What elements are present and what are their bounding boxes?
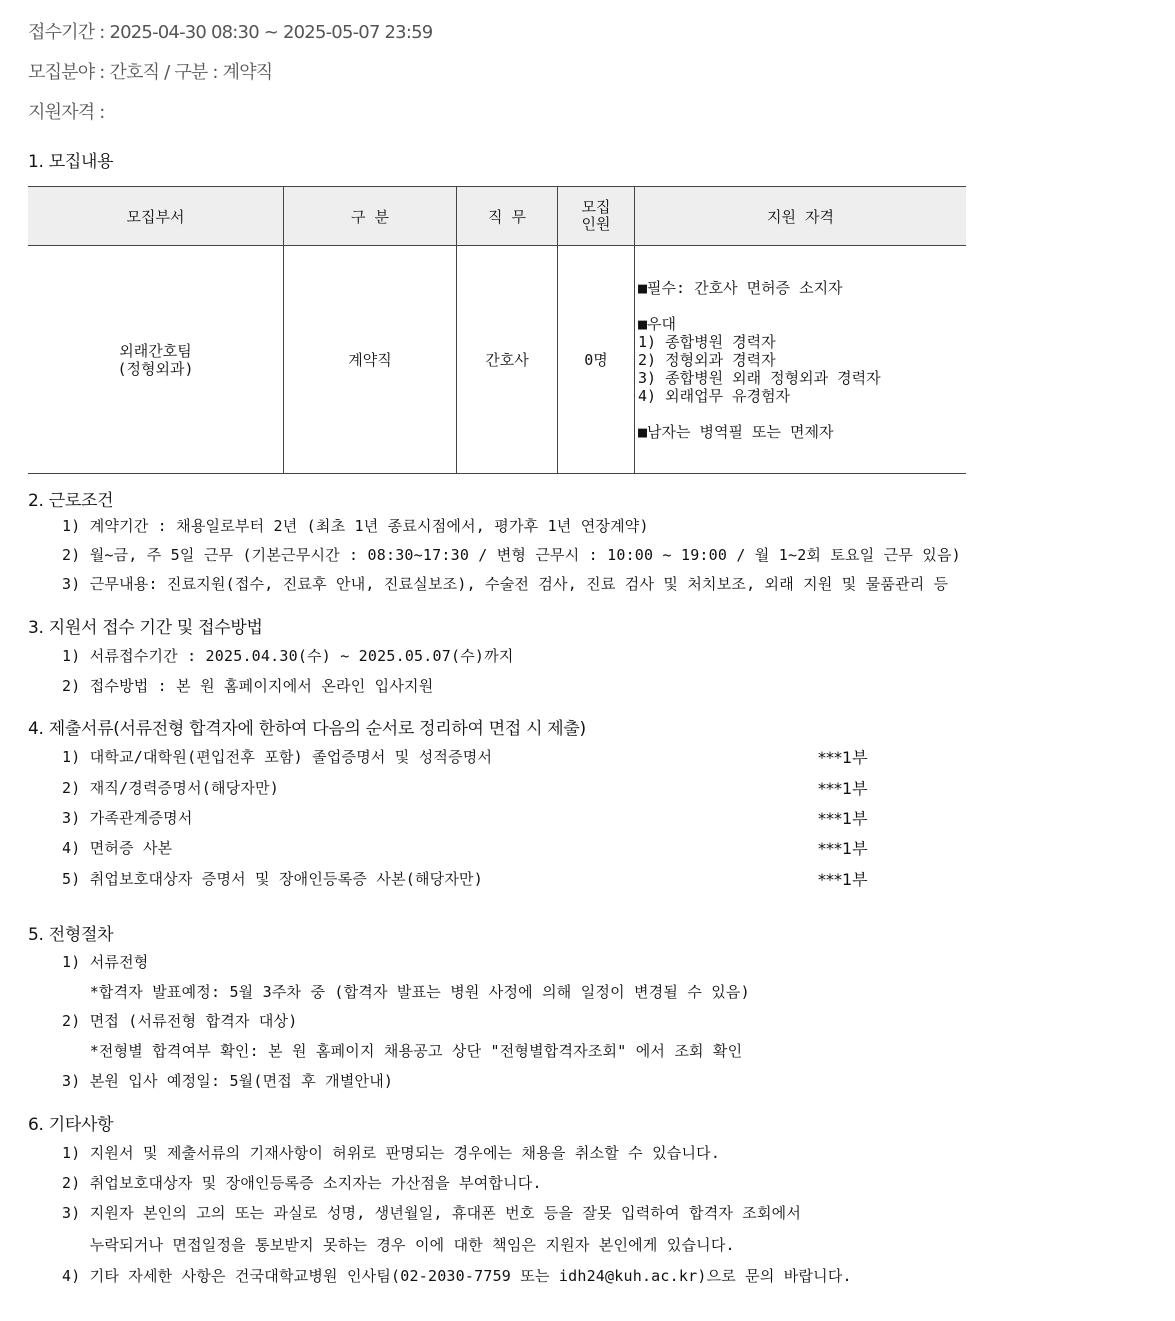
header-type: 구 분 xyxy=(284,187,457,246)
section-4-title: 4. 제출서류(서류전형 합격자에 한하여 다음의 순서로 정리하여 면접 시 제출) xyxy=(28,719,586,739)
other-note: 4) 기타 자세한 사항은 건국대학교병원 인사팀(02-2030-7759 또는 idh24@kuh.ac.kr)으로 문의 바랍니다. xyxy=(62,1267,852,1285)
cell-count: 0명 xyxy=(558,246,635,474)
application-period-item: 1) 서류접수기간 : 2025.04.30(수) ~ 2025.05.07(수)까지 xyxy=(62,647,514,665)
selection-step: 2) 면접 (서류전형 합격자 대상) xyxy=(62,1012,298,1030)
application-method-item: 2) 접수방법 : 본 원 홈페이지에서 온라인 입사지원 xyxy=(62,677,434,695)
document-item: 2) 재직/경력증명서(해당자만) xyxy=(62,779,279,797)
header-job: 직 무 xyxy=(457,187,558,246)
cell-dept: 외래간호팀 (정형외과) xyxy=(28,246,284,474)
document-item: 4) 면허증 사본 xyxy=(62,839,173,857)
cell-qualifications: ■필수: 간호사 면허증 소지자 ■우대 1) 종합병원 경력자 2) 정형외과 경력자 3) 종합병원 외래 정형외과 경력자 4) 외래업무 유경험자 ■남자는 병역필 또는 면제자 xyxy=(635,246,967,474)
selection-note: *합격자 발표예정: 5월 3주차 중 (합격자 발표는 병원 사정에 의해 일정이 변경될 수 있음) xyxy=(62,983,750,1001)
other-note: 2) 취업보호대상자 및 장애인등록증 소지자는 가산점을 부여합니다. xyxy=(62,1174,542,1192)
work-condition-1: 1) 계약기간 : 채용일로부터 2년 (최초 1년 종료시점에서, 평가후 1년 연장계약) xyxy=(62,517,649,535)
document-count: ***1부 xyxy=(818,748,868,767)
section-6-title: 6. 기타사항 xyxy=(28,1115,114,1135)
document-count: ***1부 xyxy=(818,809,868,828)
other-note: 3) 지원자 본인의 고의 또는 과실로 성명, 생년월일, 휴대폰 번호 등을 잘못 입력하여 합격자 조회에서 xyxy=(62,1204,802,1222)
application-period: 접수기간 : 2025-04-30 08:30 ~ 2025-05-07 23:59 xyxy=(28,22,433,43)
work-condition-3: 3) 근무내용: 진료지원(접수, 진료후 안내, 진료실보조), 수술전 검사, 진료 검사 및 처치보조, 외래 지원 및 물품관리 등 xyxy=(62,575,949,593)
recruit-field: 모집분야 : 간호직 / 구분 : 계약직 xyxy=(28,62,273,83)
other-note: 1) 지원서 및 제출서류의 기재사항이 허위로 판명되는 경우에는 채용을 취소할 수 있습니다. xyxy=(62,1144,721,1162)
selection-step: 1) 서류전형 xyxy=(62,953,149,971)
recruit-table xyxy=(28,186,966,474)
document-item: 1) 대학교/대학원(편입전후 포함) 졸업증명서 및 성적증명서 xyxy=(62,748,493,766)
document-count: ***1부 xyxy=(818,839,868,858)
selection-step: 3) 본원 입사 예정일: 5월(면접 후 개별안내) xyxy=(62,1072,394,1090)
header-count: 모집 인원 xyxy=(558,187,635,246)
section-1-title: 1. 모집내용 xyxy=(28,152,114,172)
other-note: 누락되거나 면접일정을 통보받지 못하는 경우 이에 대한 책임은 지원자 본인에게 있습니다. xyxy=(62,1236,735,1254)
document-count: ***1부 xyxy=(818,779,868,798)
document-count: ***1부 xyxy=(818,870,868,889)
header-qualification: 지원 자격 xyxy=(635,187,967,246)
qualification-label: 지원자격 : xyxy=(28,102,105,123)
cell-job: 간호사 xyxy=(457,246,558,474)
work-condition-2: 2) 월~금, 주 5일 근무 (기본근무시간 : 08:30~17:30 / 변형 근무시 : 10:00 ~ 19:00 / 월 1~2회 토요일 근무 있음) xyxy=(62,546,961,564)
header-dept: 모집부서 xyxy=(28,187,284,246)
section-5-title: 5. 전형절차 xyxy=(28,925,114,945)
section-2-title: 2. 근로조건 xyxy=(28,491,114,511)
document-item: 3) 가족관계증명서 xyxy=(62,809,193,827)
document-item: 5) 취업보호대상자 증명서 및 장애인등록증 사본(해당자만) xyxy=(62,870,483,888)
section-3-title: 3. 지원서 접수 기간 및 접수방법 xyxy=(28,618,263,638)
selection-note: *전형별 합격여부 확인: 본 원 홈페이지 채용공고 상단 "전형별합격자조회" 에서 조회 확인 xyxy=(62,1042,743,1060)
table-row xyxy=(28,246,966,474)
table-header-row xyxy=(28,187,966,246)
cell-type: 계약직 xyxy=(284,246,457,474)
